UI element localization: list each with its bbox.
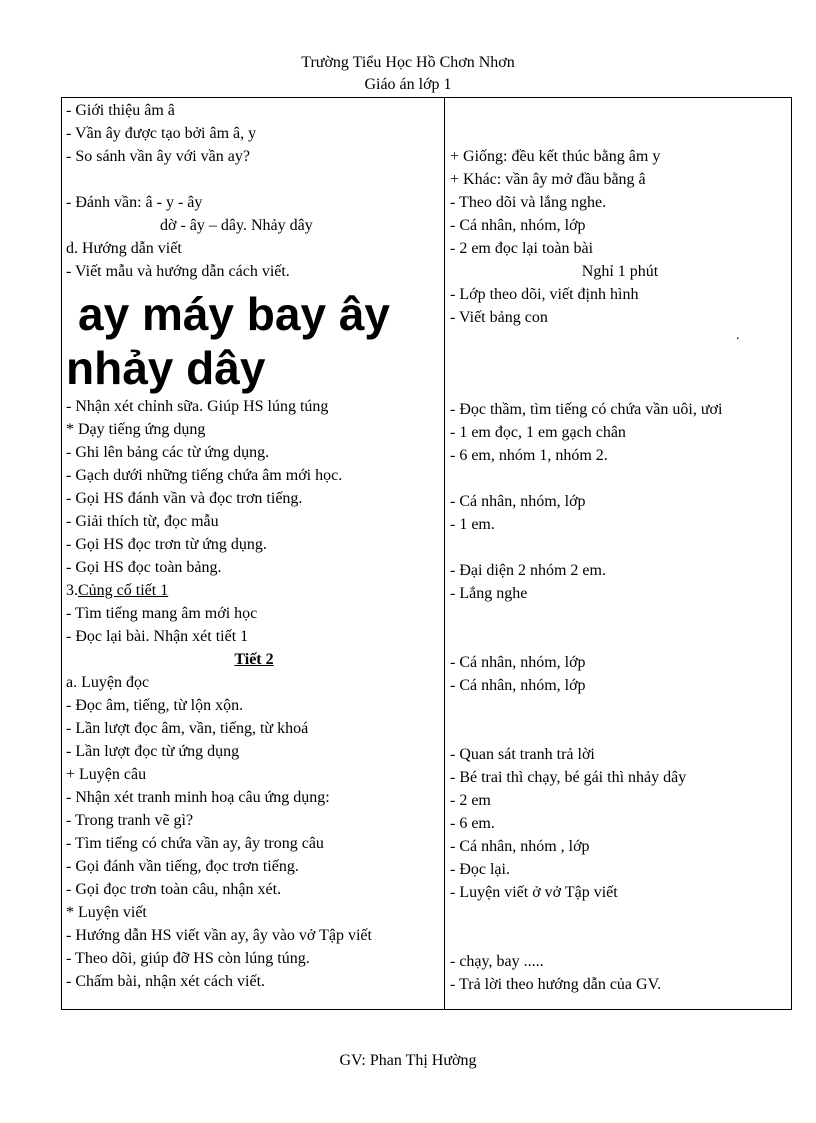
text-line: - Giới thiệu âm â: [66, 102, 175, 119]
text-line: dờ - ây – dây. Nhảy dây: [160, 217, 313, 234]
text-line: - Viết mẫu và hướng dẫn cách viết.: [66, 263, 290, 280]
text-line: - 2 em: [450, 792, 491, 809]
blank-line: [450, 99, 790, 122]
section-heading: a. Luyện đọc: [66, 674, 150, 691]
text-line: + Giống: đều kết thúc bằng âm y: [450, 148, 661, 165]
text-line: - Trong tranh vẽ gì?: [66, 812, 194, 829]
section-title: Củng cố tiết 1: [78, 582, 169, 599]
text-line: - Gọi HS đánh vần và đọc trơn tiếng.: [66, 490, 303, 507]
text-line: - Lắng nghe: [450, 585, 528, 602]
blank-line: [66, 168, 442, 191]
text-line: - Cá nhân, nhóm, lớp: [450, 677, 586, 694]
blank-line: [450, 536, 790, 559]
text-line: - Gọi HS đọc trơn từ ứng dụng.: [66, 536, 267, 553]
blank-line: [450, 720, 790, 743]
text-line: - Đại diện 2 nhóm 2 em.: [450, 562, 606, 579]
text-line: - Theo dõi và lắng nghe.: [450, 194, 607, 211]
text-line: - 2 em đọc lại toàn bài: [450, 240, 594, 257]
text-line: - Đọc lại.: [450, 861, 510, 878]
text-line: - Hướng dẫn HS viết vần ay, ây vào vở Tập viết: [66, 927, 372, 944]
text-line: - Lớp theo dõi, viết định hình: [450, 286, 639, 303]
column-divider: [444, 97, 445, 1010]
section-heading: * Luyện viết: [66, 904, 147, 921]
section-heading: d. Hướng dẫn viết: [66, 240, 182, 257]
blank-line: [450, 697, 790, 720]
text-line: - chạy, bay .....: [450, 953, 544, 970]
text-line: - Vần ây được tạo bởi âm â, y: [66, 125, 257, 142]
blank-line: [450, 122, 790, 145]
blank-line: [450, 904, 790, 927]
text-line: - Trả lời theo hướng dẫn của GV.: [450, 976, 662, 993]
text-line: - Nhận xét chỉnh sữa. Giúp HS lúng túng: [66, 398, 329, 415]
sample-writing-line-2: nhảy dây: [66, 342, 266, 394]
school-name: Trường Tiểu Học Hồ Chơn Nhơn: [301, 54, 515, 71]
text-line: - Gọi đánh vần tiếng, đọc trơn tiếng.: [66, 858, 299, 875]
sample-writing-line-1: ay máy bay ây: [78, 288, 391, 340]
blank-line: [450, 467, 790, 490]
period-heading: Tiết 2: [234, 651, 274, 668]
break-note: Nghỉ 1 phút: [581, 263, 659, 280]
section-heading: * Dạy tiếng ứng dụng: [66, 421, 206, 438]
text-line: - Giải thích từ, đọc mẫu: [66, 513, 219, 530]
text-line: - Tìm tiếng có chứa vần ay, ây trong câu: [66, 835, 324, 852]
stray-dot: .: [736, 328, 740, 343]
text-line: - Ghi lên bảng các từ ứng dụng.: [66, 444, 270, 461]
section-heading: [66, 579, 442, 602]
text-line: - Nhận xét tranh minh hoạ câu ứng dụng:: [66, 789, 330, 806]
text-line: - Cá nhân, nhóm , lớp: [450, 838, 590, 855]
text-line: - Đọc thầm, tìm tiếng có chứa vần uôi, ươi: [450, 401, 723, 418]
student-activities-column: [450, 99, 790, 996]
lesson-subtitle: Giáo án lớp 1: [364, 76, 452, 93]
text-line: - Đánh vần: â - y - ây: [66, 194, 203, 211]
text-line: - Đọc âm, tiếng, từ lộn xộn.: [66, 697, 244, 714]
text-line: - Viết bảng con: [450, 309, 548, 326]
blank-line: [450, 628, 790, 651]
text-line: - Quan sát tranh trả lời: [450, 746, 595, 763]
text-line: - Bé trai thì chạy, bé gái thì nhảy dây: [450, 769, 687, 786]
text-line: - Gạch dưới những tiếng chứa âm mới học.: [66, 467, 343, 484]
text-line: - Tìm tiếng mang âm mới học: [66, 605, 258, 622]
blank-line: [450, 352, 790, 375]
text-line: - Lần lượt đọc âm, vần, tiếng, từ khoá: [66, 720, 309, 737]
text-line: - Cá nhân, nhóm, lớp: [450, 654, 586, 671]
text-line: - Cá nhân, nhóm, lớp: [450, 217, 586, 234]
text-line: - 6 em.: [450, 815, 495, 832]
text-line: + Khác: vần ây mở đầu bằng â: [450, 171, 646, 188]
text-line: - So sánh vần ây với vần ay?: [66, 148, 250, 165]
text-line: - 1 em đọc, 1 em gạch chân: [450, 424, 626, 441]
text-line: - 6 em, nhóm 1, nhóm 2.: [450, 447, 608, 464]
blank-line: [450, 375, 790, 398]
text-line: - Lần lượt đọc từ ứng dụng: [66, 743, 240, 760]
text-line: - Theo dõi, giúp đỡ HS còn lúng túng.: [66, 950, 310, 967]
teacher-activities-column: [66, 99, 442, 993]
text-line: - Gọi HS đọc toàn bảng.: [66, 559, 222, 576]
blank-line: [450, 605, 790, 628]
teacher-name: GV: Phan Thị Hường: [339, 1052, 477, 1069]
text-line: - Cá nhân, nhóm, lớp: [450, 493, 586, 510]
text-line: - Gọi đọc trơn toàn câu, nhận xét.: [66, 881, 282, 898]
text-line: - Chấm bài, nhận xét cách viết.: [66, 973, 266, 990]
section-heading: + Luyện câu: [66, 766, 147, 783]
section-number: 3.: [66, 582, 78, 599]
blank-line: [450, 927, 790, 950]
text-line: - Luyện viết ở vở Tập viết: [450, 884, 618, 901]
text-line: - Đọc lại bài. Nhận xét tiết 1: [66, 628, 249, 645]
text-line: - 1 em.: [450, 516, 495, 533]
